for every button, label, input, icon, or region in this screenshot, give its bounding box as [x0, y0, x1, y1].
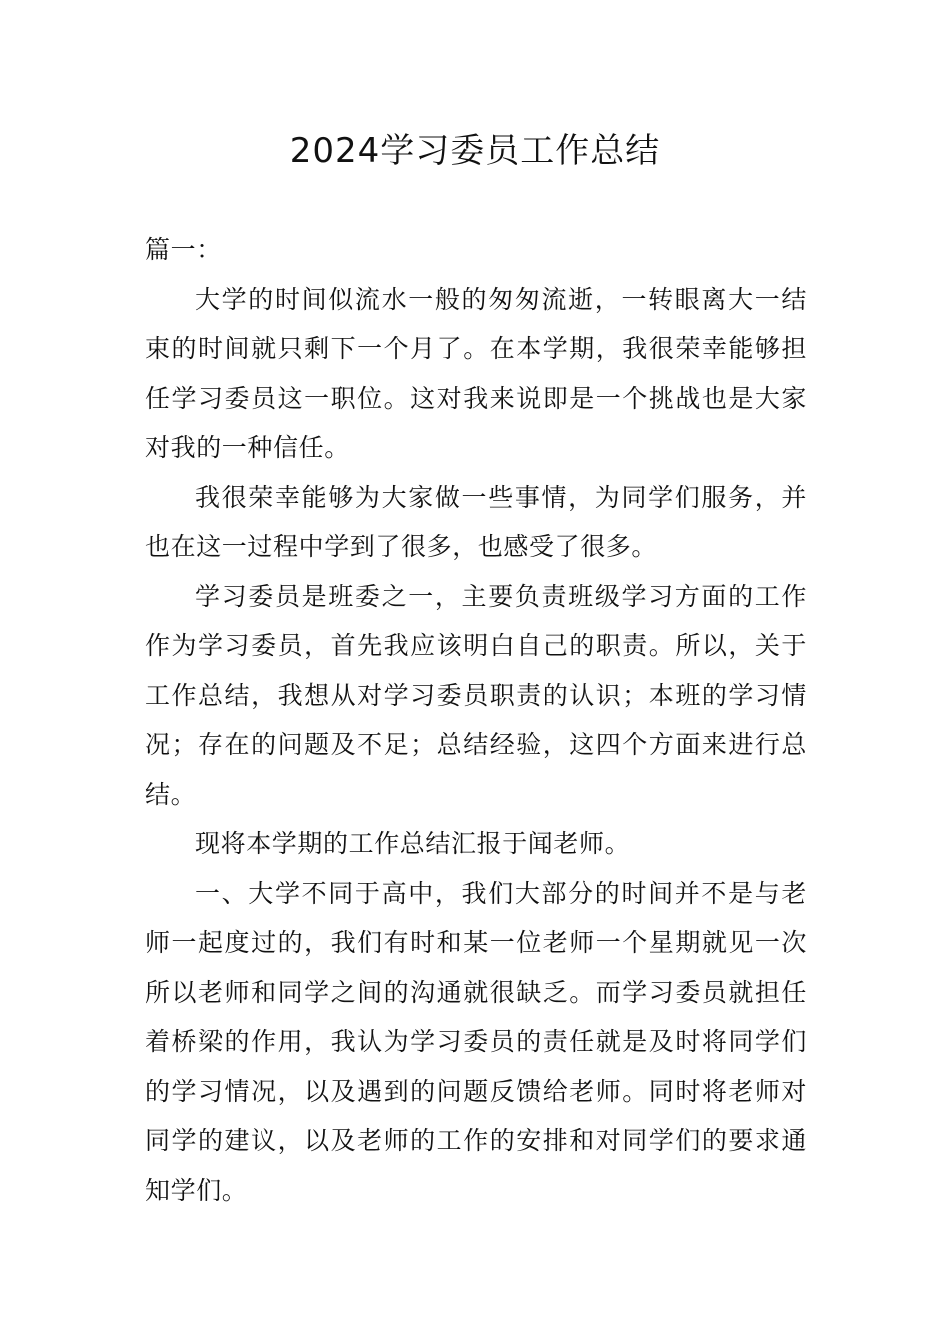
paragraph: 大学的时间似流水一般的匆匆流逝，一转眼离大一结束的时间就只剩下一个月了。在本学期，我很荣幸能够担任学习委员这一职位。这对我来说即是一个挑战也是大家对我的一种信任。 — [145, 284, 807, 462]
paragraph: 我很荣幸能够为大家做一些事情，为同学们服务，并也在这一过程中学到了很多，也感受了很多。 — [145, 482, 807, 561]
section-label: 篇一： — [145, 235, 222, 264]
paragraph: 学习委员是班委之一，主要负责班级学习方面的工作作为学习委员，首先我应该明白自己的职责。所以，关于工作总结，我想从对学习委员职责的认识；本班的学习情况；存在的问题及不足；总结经验，这四个方面来进行总结。 — [145, 581, 807, 809]
paragraph: 现将本学期的工作总结汇报于闻老师。 — [195, 829, 631, 858]
document-title: 2024学习委员工作总结 — [289, 131, 661, 171]
document-body — [145, 225, 807, 1215]
paragraph: 一、大学不同于高中，我们大部分的时间并不是与老师一起度过的，我们有时和某一位老师一个星期就见一次所以老师和同学之间的沟通就很缺乏。而学习委员就担任着桥梁的作用，我认为学习委员的责任就是及时将同学们的学习情况，以及遇到的问题反馈给老师。同时将老师对同学的建议，以及老师的工作的安排和对同学们的要求通知学们。 — [145, 878, 807, 1205]
